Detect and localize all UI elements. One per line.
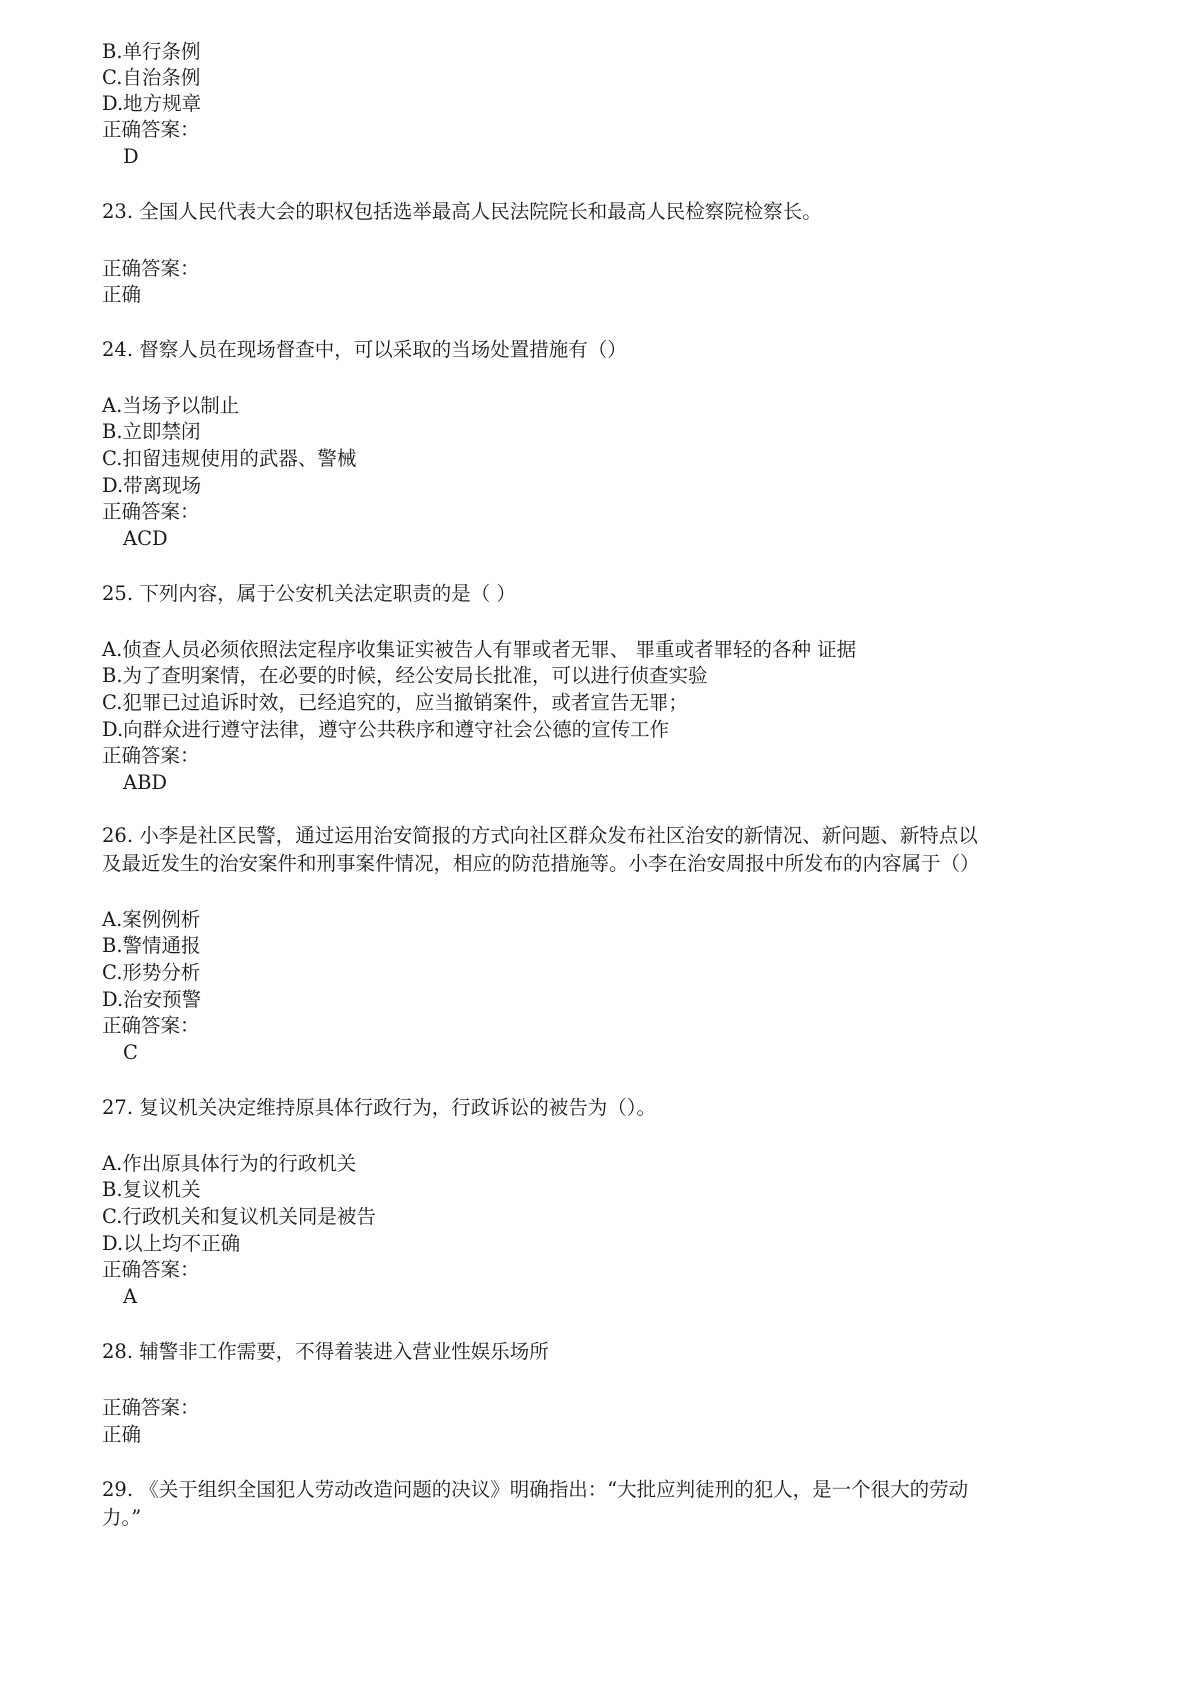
option-d: D.以上均不正确	[102, 1232, 241, 1255]
option-d: D.地方规章	[102, 92, 202, 115]
option-a: A.当场予以制止	[102, 394, 240, 417]
question-26-line-2: 及最近发生的治安案件和刑事案件情况，相应的防范措施等。小李在治安周报中所发布的内容属于（）	[102, 852, 980, 875]
option-d: D.治安预警	[102, 988, 202, 1011]
answer-label: 正确答案：	[102, 500, 200, 523]
question-29-line-2: 力。”	[102, 1506, 142, 1529]
option-c: C.行政机关和复议机关同是被告	[102, 1205, 376, 1228]
answer-value: 正确	[102, 283, 142, 306]
option-b: B.为了查明案情，在必要的时候，经公安局长批准，可以进行侦查实验	[102, 664, 708, 687]
question-26-line-1: 26. 小李是社区民警，通过运用治安简报的方式向社区群众发布社区治安的新情况、新问题、新特点以	[102, 824, 978, 847]
option-c: C.形势分析	[102, 961, 201, 984]
option-a: A.案例例析	[102, 908, 201, 931]
option-c: C.犯罪已过追诉时效，已经追究的，应当撤销案件，或者宣告无罪；	[102, 691, 688, 714]
answer-label: 正确答案：	[102, 744, 200, 767]
question-27: 27. 复议机关决定维持原具体行政行为，行政诉讼的被告为（）。	[102, 1096, 656, 1119]
answer-label: 正确答案：	[102, 1014, 200, 1037]
answer-value: A	[123, 1285, 138, 1308]
answer-label: 正确答案：	[102, 118, 200, 141]
answer-value: 正确	[102, 1423, 142, 1446]
answer-value: ABD	[123, 771, 168, 794]
option-b: B.警情通报	[102, 934, 201, 957]
option-d: D.带离现场	[102, 474, 202, 497]
option-c: C.自治条例	[102, 66, 201, 89]
option-a: A.侦查人员必须依照法定程序收集证实被告人有罪或者无罪、 罪重或者罪轻的各种 证据	[102, 638, 857, 661]
question-29-line-1: 29. 《关于组织全国犯人劳动改造问题的决议》明确指出：“大批应判徒刑的犯人，是一个很大的劳动	[102, 1478, 969, 1501]
answer-label: 正确答案：	[102, 1258, 200, 1281]
question-25: 25. 下列内容，属于公安机关法定职责的是（ ）	[102, 582, 516, 605]
option-b: B.立即禁闭	[102, 420, 201, 443]
answer-label: 正确答案：	[102, 257, 200, 280]
option-b: B.复议机关	[102, 1178, 201, 1201]
question-24: 24. 督察人员在现场督查中，可以采取的当场处置措施有（）	[102, 338, 627, 361]
question-23: 23. 全国人民代表大会的职权包括选举最高人民法院院长和最高人民检察院检察长。	[102, 200, 822, 223]
answer-label: 正确答案：	[102, 1396, 200, 1419]
option-c: C.扣留违规使用的武器、警械	[102, 447, 357, 470]
option-a: A.作出原具体行为的行政机关	[102, 1152, 357, 1175]
question-28: 28. 辅警非工作需要，不得着装进入营业性娱乐场所	[102, 1340, 549, 1363]
answer-value: ACD	[123, 527, 168, 550]
option-d: D.向群众进行遵守法律，遵守公共秩序和遵守社会公德的宣传工作	[102, 718, 670, 741]
answer-value: C	[123, 1041, 138, 1064]
answer-value: D	[123, 145, 139, 168]
option-b: B.单行条例	[102, 40, 201, 63]
